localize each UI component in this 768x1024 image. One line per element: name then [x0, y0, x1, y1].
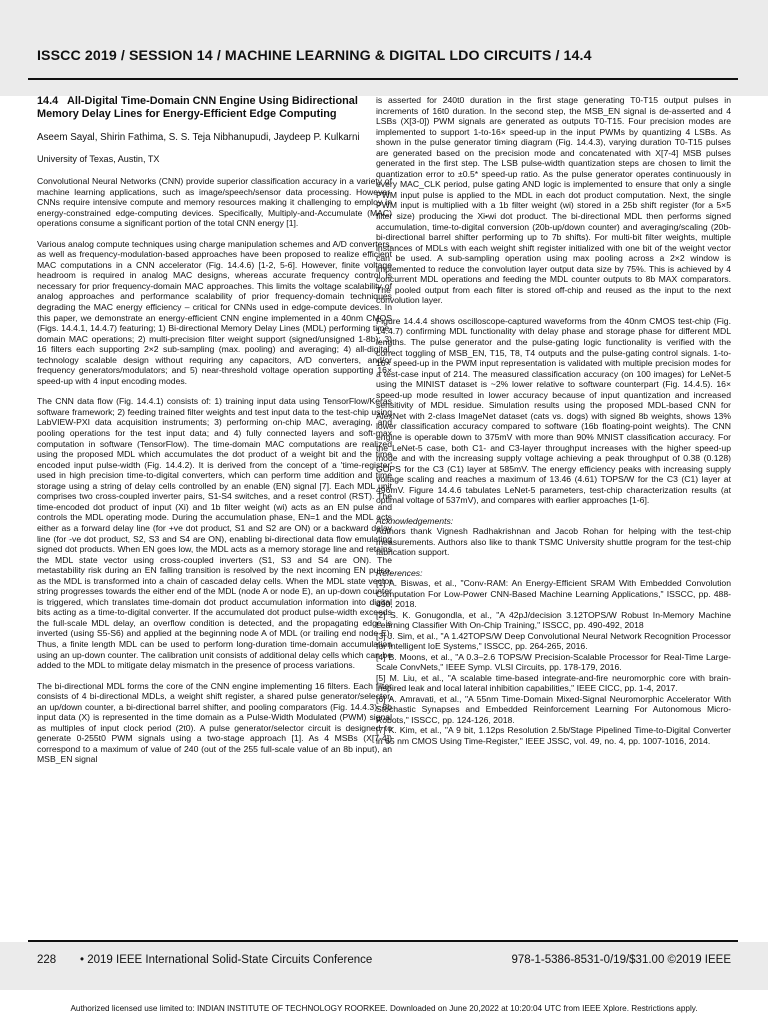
header-rule	[28, 78, 738, 80]
authors: Aseem Sayal, Shirin Fathima, S. S. Teja Nibhanupudi, Jaydeep P. Kulkarni	[37, 132, 360, 143]
body-paragraph: Various analog compute techniques using charge manipulation schemes and A/D converters, as well as frequency-modulation-based approaches have been proposed to realize efficient MAC computations in a CNN accelerator (Fig. 14.4.6) [1-2, 5-6]. However, finite voltage headroom is required in analog MAC designs, whereas accurate frequency control is necessary for prior frequency-domain MAC approaches. This limits the voltage scalability of analog approaches and performance scalability of prior frequency-domain techniques degrading the MAC energy efficiency – critical for CNNs used in edge-compute devices. In this paper, we demonstrate an energy-efficient CNN engine implemented in a 40nm CMOS (Figs. 14.4.1, 14.4.7) featuring; 1) Bi-directional Memory Delay Lines (MDL) performing time-domain MAC operations; 2) multi-precision filter weight support (signed/unsigned 1-8b); 3) 16 filters each supporting 2×2 sub-sampling (max. pooling) and averaging; 4) all-digital, technology scalable design without requiring any capacitors, A/D converters, and/or frequency generators/modulators; and 5) near-threshold voltage operation supporting 16× speed-up with 4 input encoding modes.	[37, 238, 392, 386]
license-notice: Authorized licensed use limited to: INDIAN INSTITUTE OF TECHNOLOGY ROORKEE. Downloaded on June 20,2022 at 10:20:04 UTC from IEEE Xplore. Restrictions apply.	[70, 1004, 698, 1013]
body-paragraph: is asserted for 240t0 duration in the first stage generating T0-T15 output pulses in increments of 16t0 duration. In the second step, the MSB_EN signal is de-asserted and 4 LSBs (X[3-0]) PWM signals are generated as outputs T0-T15. Four precision modes are implemented to support 1-to-16× speed-up in the input PWMs by quantizing 4 LSBs. As shown in the pulse generator timing diagram (Fig. 14.4.3), varying duration T0-T15 pulses are generated based on the precision mode and concatenated with X[7-4] MSB pulses generated in the first step. The LSB pulse-width quantization steps are chosen to limit the quantization error to ±0.5* speed-up ratio. As the pulse generator operates continuously in every MAC_CLK period, pulse gating AND logic is implemented to ensure that only a single PWM input pulse is applied to the MDL in each dot product computation. Next, the single PWM input is multiplied with a 1b filter weight (wi) stored in a 25b shift register (for a 5×5 filter size) producing the Xi•wi dot product. The bi-directional MDL then performs signed accumulation, time-to-digital conversion (20b-up/down counter) and averaging/scaling (20b-bi-directional barrel shifter performing up to 7b shifts). For multi-bit filter weights, multiple instances of MDLs with each weight shift register initialized with one bit of the weight vector can be used. A sub-sampling operation using max pooling across a 2×2 window is implemented to reduce the convolution layer output data size by 75%. This is achieved by 4 concurrent MDL operations and feeding the MDL counter outputs to 8b MAX comparators. The pooled output from each filter is stored off-chip and reused as the input to the next convolution layer.	[376, 95, 731, 306]
affiliation: University of Texas, Austin, TX	[37, 154, 160, 164]
acknowledgements-heading: Acknowledgements:	[376, 515, 454, 526]
left-column	[37, 95, 392, 775]
footer-band	[0, 942, 768, 990]
body-paragraph: The bi-directional MDL forms the core of the CNN engine implementing 16 filters. Each filter consists of 4 bi-directional MDLs, a weight shift register, a shared pulse generator/selector, an up/down counter, a bi-directional barrel shifter, and pooling comparators (Fig. 14.4.3). 8b input data (X) is represented in the time domain as a Pulse-Width Modulated (PWM) signal as multiples of input clock period (2t0). A pulse generator/selector circuit is designed to generate 0-255t0 PWM signals using a two-stage approach [1]. As 4 MSBs (X[7-4]) correspond to a maximum of value of 240 (out of the 255 full-scale value of an 8b input), an MSB_EN signal	[37, 680, 392, 765]
body-paragraph: Figure 14.4.4 shows oscilloscope-captured waveforms from the 40nm CMOS test-chip (Fig. 14.4.7) confirming MDL functionality with delay phase and storage phase for different MDL lengths. The pulse generator and the pulse-gating logic functionality is verified with the correct toggling of MSB_EN, T15, T8, T4 outputs and the pulse-gating control signals. 1-to-16× speed-up in the PWM input representation is validated with multiple precision modes for a test-case input of 214. The measured classification accuracy (on 100 images) for LeNet-5 using the MINIST dataset is ~2% lower relative to software counterpart (Fig. 14.4.5). 16× speed-up mode resulted in lower accuracy because of input quantization and increased sensitivity of MDL residue. Simulation results using the proposed MDL-based CNN for AlexNet with 2-class ImageNet dataset (cats vs. dogs) with signed 8b weights, shows 13% lower classification accuracy compared to software (16b floating-point weights). The CNN engine is operable down to 375mV with more than 90% MNIST classification accuracy. For the LeNet-5 case, both C1- and C3-layer throughput increases with the higher speed-up mode and with the increasing supply voltage achieving a peak throughput of 0.38 (0.128) GOPS for the C3 (C1) layer at 585mV. The energy efficiency peaks with increasing supply voltage scaling and reaches a maximum of 13.46 (4.61) TOPS/W for the C3 (C1) layer at 496mV. Figure 14.4.6 tabulates LeNet-5 parameters, test-chip characterization results (at optimal voltage of 537mV), and compares with earlier approaches [1-6].	[376, 315, 731, 506]
paper-title: All-Digital Time-Domain CNN Engine Using Bidirectional Memory Delay Lines for Energy-Efficient Edge Computing	[37, 95, 358, 120]
paper-number: 14.4	[37, 95, 59, 107]
reference-item: [6] A. Amravati, et al., "A 55nm Time-Domain Mixed-Signal Neuromorphic Accelerator With Stochastic Synapses and Embedded Reinforcement Learning For Autonomous Micro-Robots," ISSCC, pp. 124-126, 2018.	[376, 693, 731, 725]
reference-item: [1] A. Biswas, et al., "Conv-RAM: An Energy-Efficient SRAM With Embedded Convolution Computation For Low-Power CNN-Based Machine Learning Applications," ISSCC, pp. 488-490, 2018.	[376, 578, 731, 610]
conference-name: • 2019 IEEE International Solid-State Circuits Conference	[80, 954, 373, 966]
page-number: 228	[37, 954, 57, 966]
reference-item: [2] S. K. Gonugondla, et al., "A 42pJ/decision 3.12TOPS/W Robust In-Memory Machine Learning Classifier With On-Chip Training," ISSCC, pp. 490-492, 2018	[376, 609, 731, 631]
session-header: ISSCC 2019 / SESSION 14 / MACHINE LEARNING & DIGITAL LDO CIRCUITS / 14.4	[37, 48, 592, 64]
reference-item: [7] K. Kim, et al., "A 9 bit, 1.12ps Resolution 2.5b/Stage Pipelined Time-to-Digital Converter in 65 nm CMOS Using Time-Register," IEEE JSSC, vol. 49, no. 4, pp. 1007-1016, 2014.	[376, 725, 731, 746]
paper-title-line	[37, 95, 392, 121]
reference-item: [3] J. Sim, et al., "A 1.42TOPS/W Deep Convolutional Neural Network Recognition Processor for Intelligent IoE Systems," ISSCC, pp. 264-265, 2016.	[376, 630, 731, 652]
reference-item: [5] M. Liu, et al., "A scalable time-based integrate-and-fire neuromorphic core with brain-inspired leak and local lateral inhibition capabilities," IEEE CICC, pp. 1-4, 2017.	[376, 672, 731, 694]
body-paragraph: Convolutional Neural Networks (CNN) provide superior classification accuracy in a variety of machine learning applications, such as image/speech/sensor data processing. However, CNNs require intensive compute and memory resources making it challenging to employ in energy-constrained edge-computing devices. Specifically, Multiply-and-Accumulate (MAC) operations consume a significant portion of the total CNN energy [1].	[37, 176, 392, 229]
right-column	[376, 95, 731, 746]
references-list	[376, 578, 731, 746]
body-paragraph: The CNN data flow (Fig. 14.4.1) consists of: 1) training input data using TensorFlow/Keras software framework; 2) feeding trained filter weights and test input data to the test-chip using LabVIEW-PXI data acquisition instruments; 3) performing on-chip MAC, averaging, and pooling operations for the test input data; and 4) fully connected layers and soft-max computation in software (TensorFlow). The time-domain MAC computations are realized using the proposed MDL which accumulates the dot product of a weight bit and the time encoded input pulse-width (Fig. 14.4.2). It is derived from the concept of a 'time-register' used in high precision time-to-digital converters, which can perform time addition and time storage using a string of delay cells controlled by an enable (EN) signal [7]. Each MDL unit comprises two cross-coupled inverter pairs, S1-S4 switches, and a reset control (RST). The time-encoded dot product of input (Xi) and 1b filter weight (wi) acts as an EN pulse and controls the MDL operating mode. During the accumulation phase, EN=1 and the MDL acts either as a forward delay line (for +ve dot product, S1 and S2 are ON) or a backward delay line (for -ve dot product, S2, S3 and S4 are ON), enabling bi-directional data flow emulating signed dot products. When EN goes low, the MDL acts as a memory storage line and retains the MDL state vector using cross-coupled inverters (S1, S3 and S4 are ON). The metastability risk during an EN falling transition is resolved by the next incoming EN pulse, as the MDL is transformed into a chain of cascaded delay cells. When the MDL state vector string progresses towards the either end of the MDL (node A or node E), an up-down counter is triggered, which translates time-domain dot product accumulation information into digital bits acting as a time-to-digital converter. If the accumulated dot product pulse-width exceeds the full-scale MDL delay, an overflow condition is detected, and the propagating edge is inverted (using S5-S6) and applied at the beginning node A of MDL (or trailing end node E). Thus, a finite length MDL can be used to perform long-duration time-domain accumulation using an up-down counter. The calibration unit consists of additional delay cells which can be added to the MDL to mitigate delay mismatch in the presence of process variations.	[37, 396, 392, 671]
references-heading: References:	[376, 567, 423, 578]
copyright-line: 978-1-5386-8531-0/19/$31.00 ©2019 IEEE	[511, 954, 731, 966]
acknowledgements-text: Authors thank Vignesh Radhakrishnan and Jacob Rohan for helping with the test-chip measurements. Authors also like to thank TSMC University shuttle program for the test-chip fabrication support.	[376, 526, 731, 558]
reference-item: [4] B. Moons, et al., "A 0.3–2.6 TOPS/W Precision-Scalable Processor for Real-Time Large-Scale ConvNets," IEEE Symp. VLSI Circuits, pp. 178-179, 2016.	[376, 651, 731, 673]
